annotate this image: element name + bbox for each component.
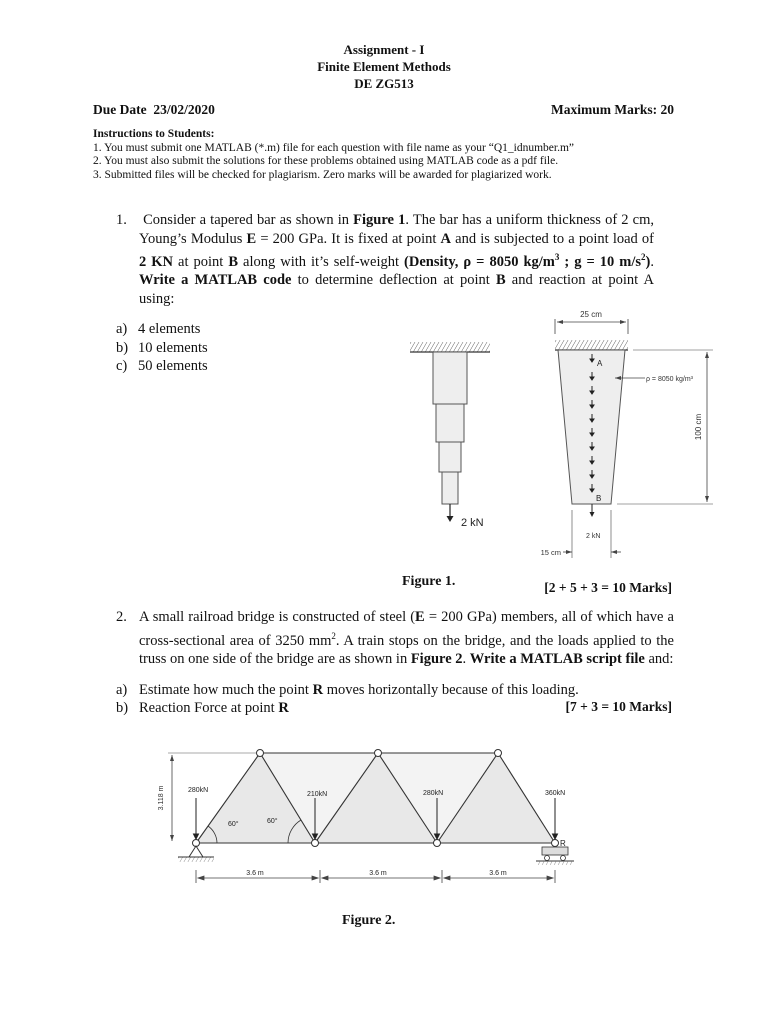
instruction-item: 1. You must submit one MATLAB (*.m) file for each question with file name as your “Q1_idnumber.m” [93,141,575,154]
span-label-3: 3.6 m [489,870,507,877]
question-2-number: 2. [116,609,127,625]
question-2-part-b: b) Reaction Force at point R [116,700,289,716]
density-label: ρ = 8050 kg/m³ [646,376,693,383]
truss-height-label: 3.118 m [158,785,165,811]
point-r-label: R [560,839,566,848]
top-width-label: 25 cm [580,310,602,319]
fixed-support-hatch [555,340,628,350]
question-2-marks: [7 + 3 = 10 Marks] [565,699,672,714]
bottom-width-label: 15 cm [540,548,561,557]
angle-label-1: 60° [228,821,239,828]
stepped-bar [410,342,490,529]
question-1-marks: [2 + 5 + 3 = 10 Marks] [544,580,672,595]
point-b-label: B [596,494,602,503]
figure-2-caption: Figure 2. [342,913,396,928]
tapered-bar [541,310,713,558]
stepped-bar-load-label: 2 kN [461,517,484,529]
ground-hatch [178,857,214,862]
figure-2-truss-bridge [150,740,590,890]
load-label-1: 280kN [188,787,209,794]
course-code: DE ZG513 [354,76,414,91]
span-label-2: 3.6 m [369,870,387,877]
instruction-item: 3. Submitted files will be checked for plagiarism. Zero marks will be awarded for plagiarized work. [93,168,552,181]
pin-support [189,846,203,857]
height-label: 100 cm [694,413,703,441]
figure-1-tapered-bar [395,300,740,565]
load-label-4: 360kN [545,790,566,797]
instructions-heading: Instructions to Students: [93,128,215,140]
due-date: Due Date 23/02/2020 [93,102,215,117]
load-label-3: 280kN [423,790,444,797]
point-a-label: A [597,359,603,368]
angle-label-2: 60° [267,818,278,825]
load-label-small: 2 kN [586,533,601,540]
question-2-text: A small railroad bridge is constructed of steel (E = 200 GPa) members, all of which have a cross-sectional area of 3250 $mm^2$. A train stops on the bridge, and the loads applied to the truss on one side of the bridge are as shown in Figure 2. Write a MATLAB script file and: [139,609,674,667]
question-2-part-a: a) Estimate how much the point R moves horizontally because of this loading. [116,682,579,698]
load-label-2: 210kN [307,791,328,798]
roller-support [542,847,568,855]
assignment-title: Assignment - I [343,42,425,57]
maximum-marks: Maximum Marks: 20 [551,102,674,117]
figure-1-caption: Figure 1. [402,574,456,589]
question-1-text: Consider a tapered bar as shown in Figure 1. The bar has a uniform thickness of 2 cm, Young’s Modulus E = 200 GPa. It is fixed at point A and is subjected to a point load of 2 KN at point B along with it’s self-weight (Density, ρ = 8050 $kg/m^3$ ; g = 10 $m/s^2$). Write a MATLAB code to determine deflection at point B and reaction at point A using: [139,212,655,307]
span-label-1: 3.6 m [246,870,264,877]
question-1-parts: a) 4 elements b) 10 elements c) 50 elements [116,321,208,374]
instructions [93,128,693,182]
fixed-support-hatch [410,342,490,352]
question-1-number: 1. [116,212,127,228]
instruction-item: 2. You must also submit the solutions for these problems obtained using MATLAB code as a pdf file. [93,155,559,167]
course-title: Finite Element Methods [317,59,451,74]
